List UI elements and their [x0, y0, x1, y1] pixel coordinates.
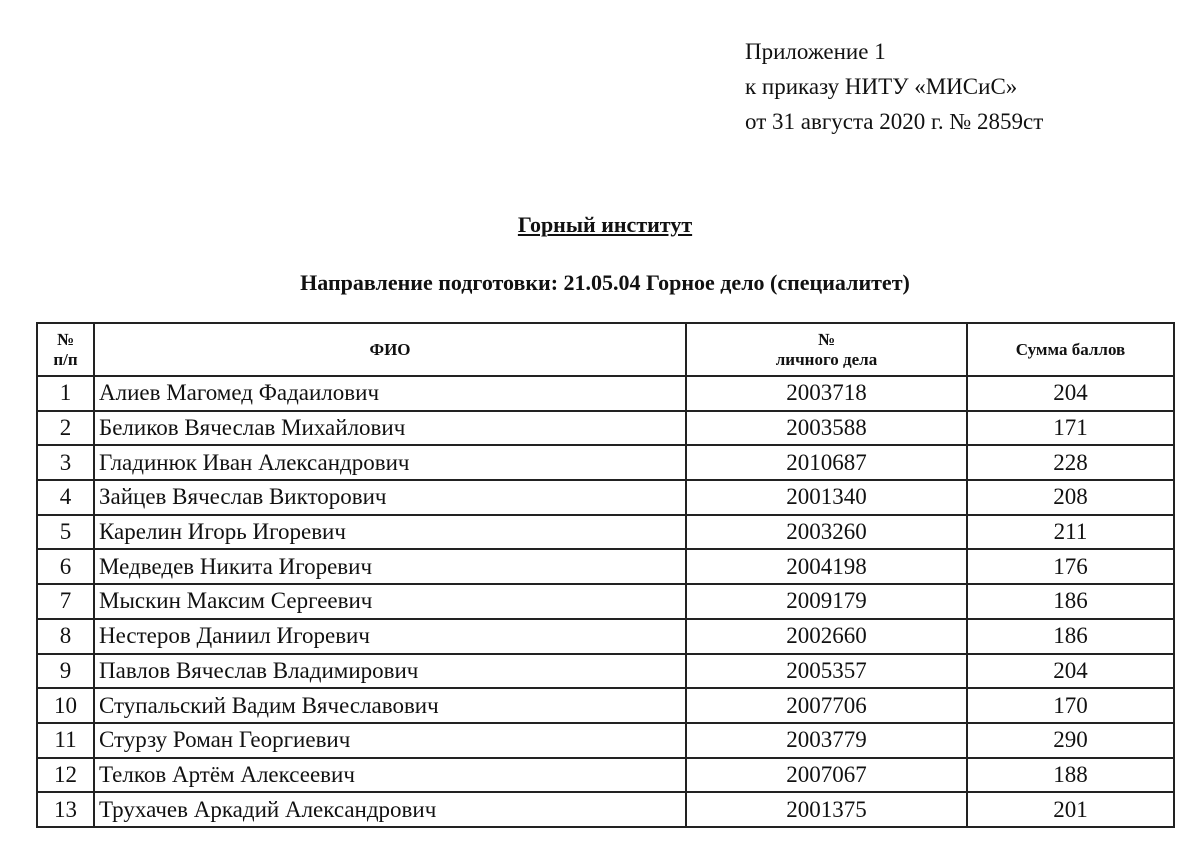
table-row	[37, 723, 1174, 758]
table-row	[37, 619, 1174, 654]
student-name: Гладинюк Иван Александрович	[94, 445, 686, 480]
score: 176	[967, 549, 1174, 584]
appendix-line: от 31 августа 2020 г. № 2859ст	[745, 109, 1044, 134]
header-name: ФИО	[94, 323, 686, 376]
student-name: Мыскин Максим Сергеевич	[94, 584, 686, 619]
row-number: 1	[37, 376, 94, 411]
student-name: Стурзу Роман Георгиевич	[94, 723, 686, 758]
header-number	[37, 323, 94, 376]
table-row	[37, 480, 1174, 515]
direction-title: Направление подготовки: 21.05.04 Горное дело (специалитет)	[300, 270, 910, 295]
score: 290	[967, 723, 1174, 758]
file-number: 2007067	[686, 758, 967, 793]
table-row	[37, 688, 1174, 723]
file-number: 2001340	[686, 480, 967, 515]
row-number: 8	[37, 619, 94, 654]
row-number: 12	[37, 758, 94, 793]
appendix-line: Приложение 1	[745, 39, 886, 64]
table-row	[37, 411, 1174, 446]
score: 171	[967, 411, 1174, 446]
row-number: 5	[37, 515, 94, 550]
table-body	[37, 376, 1174, 827]
table-row	[37, 584, 1174, 619]
student-name: Нестеров Даниил Игоревич	[94, 619, 686, 654]
row-number: 4	[37, 480, 94, 515]
student-name: Беликов Вячеслав Михайлович	[94, 411, 686, 446]
table-row	[37, 376, 1174, 411]
table-row	[37, 445, 1174, 480]
row-number: 13	[37, 792, 94, 827]
table-row	[37, 654, 1174, 689]
student-name: Трухачев Аркадий Александрович	[94, 792, 686, 827]
institute-title: Горный институт	[517, 212, 693, 237]
file-number: 2003588	[686, 411, 967, 446]
row-number: 10	[37, 688, 94, 723]
score: 204	[967, 654, 1174, 689]
student-name: Медведев Никита Игоревич	[94, 549, 686, 584]
row-number: 11	[37, 723, 94, 758]
student-name: Зайцев Вячеслав Викторович	[94, 480, 686, 515]
score: 170	[967, 688, 1174, 723]
file-number: 2002660	[686, 619, 967, 654]
score: 228	[967, 445, 1174, 480]
row-number: 7	[37, 584, 94, 619]
row-number: 9	[37, 654, 94, 689]
row-number: 2	[37, 411, 94, 446]
header-file-number	[686, 323, 967, 376]
file-number: 2007706	[686, 688, 967, 723]
table-row	[37, 758, 1174, 793]
table-row	[37, 515, 1174, 550]
header-text: №	[56, 329, 75, 349]
header-text: личного дела	[775, 349, 878, 369]
appendix-line: к приказу НИТУ «МИСиС»	[745, 74, 1018, 99]
file-number: 2005357	[686, 654, 967, 689]
row-number: 6	[37, 549, 94, 584]
file-number: 2003260	[686, 515, 967, 550]
file-number: 2001375	[686, 792, 967, 827]
header-score: Сумма баллов	[967, 323, 1174, 376]
score: 208	[967, 480, 1174, 515]
student-name: Ступальский Вадим Вячеславович	[94, 688, 686, 723]
row-number: 3	[37, 445, 94, 480]
score: 186	[967, 619, 1174, 654]
score: 186	[967, 584, 1174, 619]
score: 211	[967, 515, 1174, 550]
table-row	[37, 549, 1174, 584]
header-text: №	[817, 329, 836, 349]
score: 204	[967, 376, 1174, 411]
file-number: 2010687	[686, 445, 967, 480]
file-number: 2003779	[686, 723, 967, 758]
file-number: 2009179	[686, 584, 967, 619]
score: 188	[967, 758, 1174, 793]
header-text: п/п	[53, 349, 78, 369]
students-table	[36, 322, 1175, 828]
student-name: Телков Артём Алексеевич	[94, 758, 686, 793]
appendix-header	[745, 34, 1043, 139]
student-name: Карелин Игорь Игоревич	[94, 515, 686, 550]
table-header-row	[37, 323, 1174, 376]
table-row	[37, 792, 1174, 827]
student-name: Алиев Магомед Фадаилович	[94, 376, 686, 411]
file-number: 2004198	[686, 549, 967, 584]
file-number: 2003718	[686, 376, 967, 411]
score: 201	[967, 792, 1174, 827]
student-name: Павлов Вячеслав Владимирович	[94, 654, 686, 689]
